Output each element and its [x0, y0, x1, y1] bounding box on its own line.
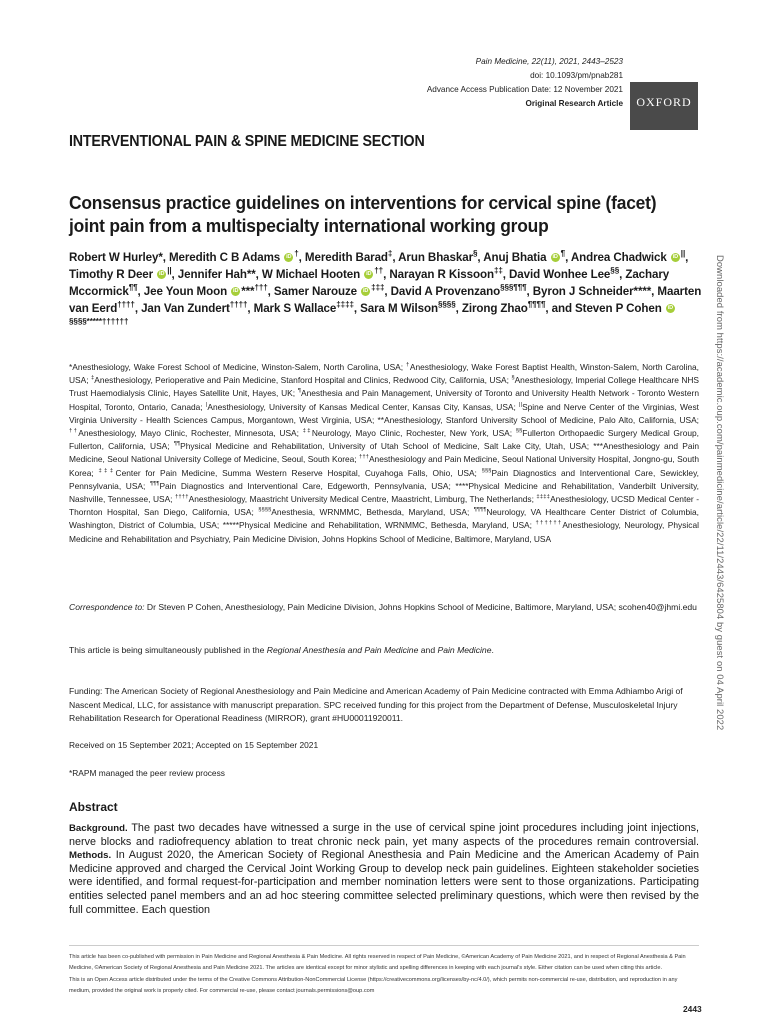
affiliations: *Anesthesiology, Wake Forest School of Medicine, Winston-Salem, North Carolina, USA; †Anesthesiology, Wake Forest Baptist Health, Winston-Salem, North Carolina, USA; ‡Anesthesiology, Perioperative and Pain Medicine, Stanford Hospital and Clinics, Redwood City, California, USA; §Anesthesiology, Imperial College Healthcare NHS Trust Haemodialysis Clinic, Hayes Satellite Unit, Hayes, UK; ¶Anesthesia and Pain Management, University of Toronto and University Health Network - Toronto Western Hospital, Toronto, Ontario, Canada; |Anesthesiology, University of Kansas Medical Center, Kansas City, Kansas, USA; ||Spine and Nerve Center of the Virginias, West Virginia University - Health Sciences Campus, Morgantown, West Virginia, USA; **Anesthesiology, Stanford University School of Medicine, Palo Alto, California, USA; ††Anesthesiology, Mayo Clinic, Rochester, Minnesota, USA; ‡‡Neurology, Mayo Clinic, Rochester, New York, USA; §§Fullerton Orthopaedic Surgery Medical Group, Fullerton, California, USA; ¶¶Physical Medicine and Rehabilitation, University of Utah School of Medicine, Salt Lake City, Utah, USA; ***Anesthesiology and Pain Medicine, Seoul National University College of Medicine, Seoul, South Korea; †††Anesthesiology and Pain Medicine, Seoul National University Hospital, Jongno-gu, South Korea; ‡‡‡Center for Pain Medicine, Summa Western Reserve Hospital, Cuyahoga Falls, Ohio, USA; §§§Pain Diagnostics and Interventional Care, Sewickley, Pennsylvania, USA; ¶¶¶Pain Diagnostics and Interventional Care, Edgeworth, Pennsylvania, USA; ****Physical Medicine and Rehabilitation, Vanderbilt University, Nashville, Tennessee, USA; ††††Anesthesiology, Maastricht University Medical Centre, Maastricht, Limburg, The Netherlands; ‡‡‡‡Anesthesiology, UCSD Medical Center - Thornton Hospital, San Diego, California, USA; §§§§Anesthesia, WRNMMC, Bethesda, Maryland, USA; ¶¶¶¶Neurology, VA Healthcare Center District of Columbia, Washington, District of Columbia, USA; *****Physical Medicine and Rehabilitation, WRNMMC, Bethesda, Maryland, USA; ††††††Anesthesiology, Neurology, Physical Medicine and Rehabilitation and Psychiatry, Pain Medicine Division, Johns Hopkins School of Medicine, Baltimore, Maryland, USA — [69, 362, 700, 544]
abstract-body — [69, 822, 699, 917]
oxford-logo-text: OXFORD — [636, 95, 692, 109]
access-date: Advance Access Publication Date: 12 November 2021 — [426, 85, 623, 94]
orcid-icon[interactable]: iD — [159, 271, 165, 278]
orcid-icon[interactable]: iD — [672, 254, 678, 261]
orcid-icon[interactable]: iD — [552, 254, 558, 261]
background-text: The past two decades have witnessed a surge in the use of cervical spine joint procedures including joint injections, nerve blocks and radiofrequency ablation to treat chronic neck pain, yet many aspects of the procedures remain controversial. — [69, 822, 699, 848]
orcid-icon[interactable]: iD — [363, 288, 369, 295]
received-dates: Received on 15 September 2021; Accepted on 15 September 2021 — [69, 740, 319, 750]
author-list: Robert W Hurley*, Meredith C B Adams iD †, Meredith Barad‡, Arun Bhaskar§, Anuj Bhatia iD ¶, Andrea Chadwick iD ||, Timothy R Deer iD ||, Jennifer Hah**, W Michael Hooten iD ††, Narayan R Kissoon‡‡, David Wonhee Lee§§, Zachary Mccormick¶¶, Jee Youn Moon iD ***†††, Samer Narouze iD ‡‡‡, David A Provenzano§§§¶¶¶, Byron J Schneider****, Maarten van Eerd††††, Jan Van Zundert††††, Mark S Wallace‡‡‡‡, Sara M Wilson§§§§, Zirong Zhao¶¶¶¶, and Steven P Cohen iD§§§§*****†††††† — [69, 249, 702, 327]
peer-review-note: *RAPM managed the peer review process — [69, 768, 225, 778]
section-heading: INTERVENTIONAL PAIN & SPINE MEDICINE SECTION — [69, 133, 425, 150]
article-title: Consensus practice guidelines on interventions for cervical spine (facet) joint pain from a multispecialty international working group — [69, 192, 657, 236]
funding-statement: Funding: The American Society of Regional Anesthesiology and Pain Medicine and American Academy of Pain Medicine contracted with Emma Adhiambo Arigi of Nascent Medical, LLC, for assistance with manuscript preparation. SPC received funding for this project from the Department of Defense, Musculoskeletal Injury Rehabilitation Research for Operational Readiness (MIRROR), grant #HU00011920011. — [69, 686, 683, 723]
orcid-icon[interactable]: iD — [667, 305, 673, 312]
download-watermark: Downloaded from https://academic.oup.com/painmedicine/article/22/11/2443/6425804 by guest on 04 April 2022 — [715, 255, 726, 731]
orcid-icon[interactable]: iD — [233, 288, 239, 295]
methods-text: In August 2020, the American Society of Regional Anesthesia and Pain Medicine and the American Academy of Pain Medicine approved and charged the Cervical Joint Working Group to develop neck pain guidelines. Eighteen stakeholder societies were identified, and formal request-for-participation and member nomination letters were sent to those organizations. Participating entities selected panel members and an ad hoc steering committee selected preliminary questions, which were then revised by the full committee. Each question — [69, 849, 699, 916]
footer-divider — [69, 945, 699, 946]
article-type: Original Research Article — [525, 99, 623, 108]
oxford-logo — [630, 82, 698, 130]
background-label: Background. — [69, 823, 128, 834]
journal-citation: Pain Medicine, 22(11), 2021, 2443–2523 — [475, 57, 623, 66]
orcid-icon[interactable]: iD — [366, 271, 372, 278]
doi[interactable]: doi: 10.1093/pm/pnab281 — [530, 71, 623, 80]
simultaneous-publication-note: This article is being simultaneously published in the Regional Anesthesia and Pain Medicine and Pain Medicine. — [69, 645, 494, 655]
abstract-heading: Abstract — [69, 800, 118, 814]
license-footer: This article has been co-published with permission in Pain Medicine and Regional Anesthesia & Pain Medicine. All rights reserved in respect of Pain Medicine, ©American Academy of Pain Medicine 2021, and in respect of Regional Anesthesia & Pain Medicine, ©American Society of Regional Anesthesia and Pain Medicine 2021. The articles are identical except for minor stylistic and spelling differences in keeping with each journal’s style. Either citation can be used when citing this article. This is an Open Access article distributed under the terms of the Creative Commons Attribution-NonCommercial License (https://creativecommons.org/licenses/by-nc/4.0/), which permits non-commercial re-use, distribution, and reproduction in any medium, provided the original work is properly cited. For commercial re-use, please contact journals.permissions@oup.com — [69, 954, 686, 995]
page-number: 2443 — [683, 1004, 702, 1014]
correspondence — [69, 601, 699, 615]
journal-header — [427, 55, 623, 111]
orcid-icon[interactable]: iD — [286, 254, 292, 261]
correspondence-text: Dr Steven P Cohen, Anesthesiology, Pain Medicine Division, Johns Hopkins School of Medicine, Baltimore, Maryland, USA; scohen40@jhmi.edu — [144, 602, 697, 612]
correspondence-label: Correspondence to: — [69, 602, 145, 612]
methods-label: Methods. — [69, 850, 112, 862]
